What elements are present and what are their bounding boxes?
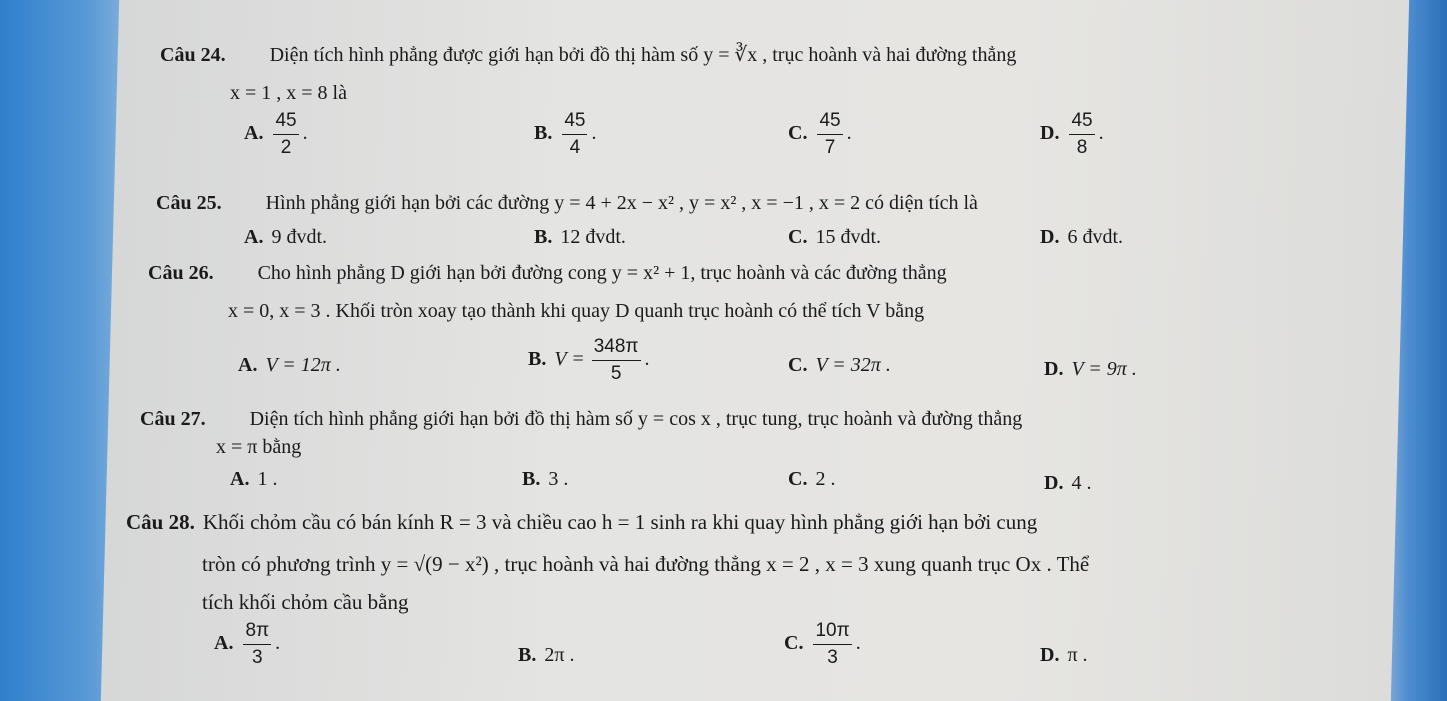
fraction: $\frac{45}{4}$ xyxy=(564,110,586,158)
question-24-text-1: Diện tích hình phẳng được giới hạn bởi đồ thị hàm số y = ∛x , trục hoành và hai đường thẳng xyxy=(269,44,1017,66)
question-27-option-a[interactable]: A. 1 . xyxy=(230,468,278,490)
question-28-text-1: Khối chỏm cầu có bán kính R = 3 và chiều cao h = 1 sinh ra khi quay hình phẳng giới hạn bởi cung xyxy=(202,510,1038,534)
question-26-line1 xyxy=(148,262,947,285)
fraction: $\frac{45}{2}$ xyxy=(275,110,297,158)
question-24-option-b[interactable]: B. $\frac{45}{4}$ . xyxy=(534,110,597,158)
question-28-line2: tròn có phương trình y = √(9 − x²) , trục hoành và hai đường thẳng x = 2 , x = 3 xung quanh trục Ox . Thể xyxy=(202,552,1090,576)
question-27-option-b[interactable]: B. 3 . xyxy=(522,468,569,490)
question-27-line1 xyxy=(140,408,1022,431)
question-25-option-b[interactable]: B. 12 đvdt. xyxy=(534,226,626,248)
question-28-option-a[interactable]: A. $\frac{8\pi}{3}$ . xyxy=(214,620,281,668)
question-27-option-c[interactable]: C. 2 . xyxy=(788,468,836,490)
question-25-label: Câu 25. xyxy=(156,192,222,214)
question-26-option-a[interactable]: A. V = 12π . xyxy=(238,354,341,376)
question-24-line2: x = 1 , x = 8 là xyxy=(230,82,347,104)
question-27-option-d[interactable]: D. 4 . xyxy=(1044,472,1092,494)
question-24-option-d[interactable]: D. $\frac{45}{8}$ . xyxy=(1040,110,1104,158)
question-25-option-c[interactable]: C. 15 đvdt. xyxy=(788,226,882,248)
question-24-option-c[interactable]: C. $\frac{45}{7}$ . xyxy=(788,110,852,158)
question-25-text-1: Hình phẳng giới hạn bởi các đường y = 4 + 2x − x² , y = x² , x = −1 , x = 2 có diện tích là xyxy=(265,192,978,214)
question-28-option-d[interactable]: D. π . xyxy=(1040,644,1088,666)
question-28-label: Câu 28. xyxy=(126,510,195,534)
question-26-text-1: Cho hình phẳng D giới hạn bởi đường cong y = x² + 1, trục hoành và các đường thẳng xyxy=(257,262,947,284)
question-25-option-a[interactable]: A. 9 đvdt. xyxy=(244,226,328,248)
fraction: $\frac{10\pi}{3}$ xyxy=(815,620,850,668)
question-27-label: Câu 27. xyxy=(140,408,206,430)
fraction: $\frac{45}{7}$ xyxy=(819,110,841,158)
fraction: $\frac{8\pi}{3}$ xyxy=(245,620,270,668)
fraction: $\frac{348\pi}{5}$ xyxy=(593,336,639,384)
question-24-line1 xyxy=(160,42,1016,67)
question-26-option-c[interactable]: C. V = 32π . xyxy=(788,354,891,376)
question-25-option-d[interactable]: D. 6 đvdt. xyxy=(1040,226,1124,248)
question-28-option-b[interactable]: B. 2π . xyxy=(518,644,575,666)
question-24-label: Câu 24. xyxy=(160,44,226,66)
question-28-line3: tích khối chỏm cầu bằng xyxy=(202,590,409,614)
question-26-option-b[interactable]: B. V = $\frac{348\pi}{5}$ . xyxy=(528,336,650,384)
question-26-option-d[interactable]: D. V = 9π . xyxy=(1044,358,1137,380)
question-26-label: Câu 26. xyxy=(148,262,214,284)
question-28-option-c[interactable]: C. $\frac{10\pi}{3}$ . xyxy=(784,620,861,668)
question-25-line1 xyxy=(156,192,978,215)
question-28-line1 xyxy=(126,510,1037,535)
fraction: $\frac{45}{8}$ xyxy=(1071,110,1093,158)
question-26-line2: x = 0, x = 3 . Khối tròn xoay tạo thành khi quay D quanh trục hoành có thể tích V bằng xyxy=(228,300,925,322)
question-24-option-a[interactable]: A. $\frac{45}{2}$ . xyxy=(244,110,308,158)
question-27-line2: x = π bằng xyxy=(216,436,302,458)
question-27-text-1: Diện tích hình phẳng giới hạn bởi đồ thị hàm số y = cos x , trục tung, trục hoành và đường thẳng xyxy=(249,408,1023,430)
